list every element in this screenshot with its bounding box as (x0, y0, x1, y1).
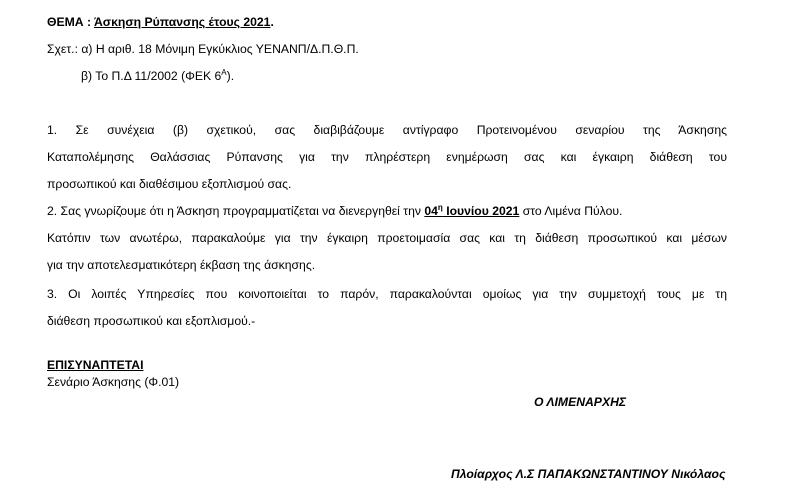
paragraph-3 (47, 281, 727, 335)
enclosures-title: ΕΠΙΣΥΝΑΠΤΕΤΑΙ (47, 358, 144, 372)
subject-end: . (270, 15, 274, 29)
paragraph-1-line-1: 1. Σε συνέχεια (β) σχετικού, σας διαβιβάζουμε αντίγραφο Προτεινομένου σεναρίου της Άσκησης (47, 123, 727, 137)
signer-name: Πλοίαρχος Λ.Σ ΠΑΠΑΚΩΝΣΤΑΝΤΙΝΟΥ Νικόλαος (451, 467, 726, 481)
paragraph-2-line-1 (47, 198, 727, 225)
exercise-date-superscript: η (437, 203, 443, 212)
exercise-date-day: 04 (424, 204, 438, 218)
paragraph-3-line-1: 3. Οι λοιπές Υπηρεσίες που κοινοποιείται το παρόν, παρακαλούνται ομοίως για την συμμετοχή τους με τη (47, 287, 727, 301)
reference-b-end: ). (226, 69, 235, 83)
paragraph-1-line-2: Καταπολέμησης Θαλάσσιας Ρύπανσης για την πληρέστερη ενημέρωση σας και έγκαιρη διάθεση του (47, 150, 727, 164)
paragraph-1-line-3: προσωπικού και διαθέσιμου εξοπλισμού σας. (47, 177, 292, 191)
paragraph-2 (47, 198, 727, 279)
subject-line (47, 14, 274, 30)
paragraph-2-line-1-end: στο Λιμένα Πύλου. (519, 204, 623, 218)
paragraph-2-line-2: Κατόπιν των ανωτέρω, παρακαλούμε για την έγκαιρη προετοιμασία σας και τη διάθεση προσωπικού και μέσων (47, 231, 727, 245)
subject-value: Άσκηση Ρύπανσης έτους 2021 (93, 15, 271, 29)
paragraph-2-line-1-start: 2. Σας γνωρίζουμε ότι η Άσκηση προγραμματίζεται να διενεργηθεί την (47, 204, 425, 218)
subject-label: ΘΕΜΑ : (47, 15, 94, 29)
signer-title: Ο ΛΙΜΕΝΑΡΧΗΣ (534, 395, 627, 409)
exercise-date (424, 204, 519, 218)
paragraph-1 (47, 117, 727, 198)
enclosure-item: Σενάριο Άσκησης (Φ.01) (47, 375, 180, 389)
exercise-date-rest: Ιουνίου 2021 (442, 204, 520, 218)
paragraph-3-line-2: διάθεση προσωπικού και εξοπλισμού.- (47, 314, 256, 328)
reference-b-superscript: Α (221, 68, 227, 77)
reference-a: Σχετ.: α) Η αριθ. 18 Μόνιμη Εγκύκλιος ΥΕΝΑΝΠ/Δ.Π.Θ.Π. (47, 42, 359, 56)
reference-b-text: β) Το Π.Δ 11/2002 (ΦΕΚ 6 (81, 69, 222, 83)
paragraph-2-line-3: για την αποτελεσματικότερη έκβαση της άσκησης. (47, 258, 316, 272)
reference-b (81, 68, 234, 84)
